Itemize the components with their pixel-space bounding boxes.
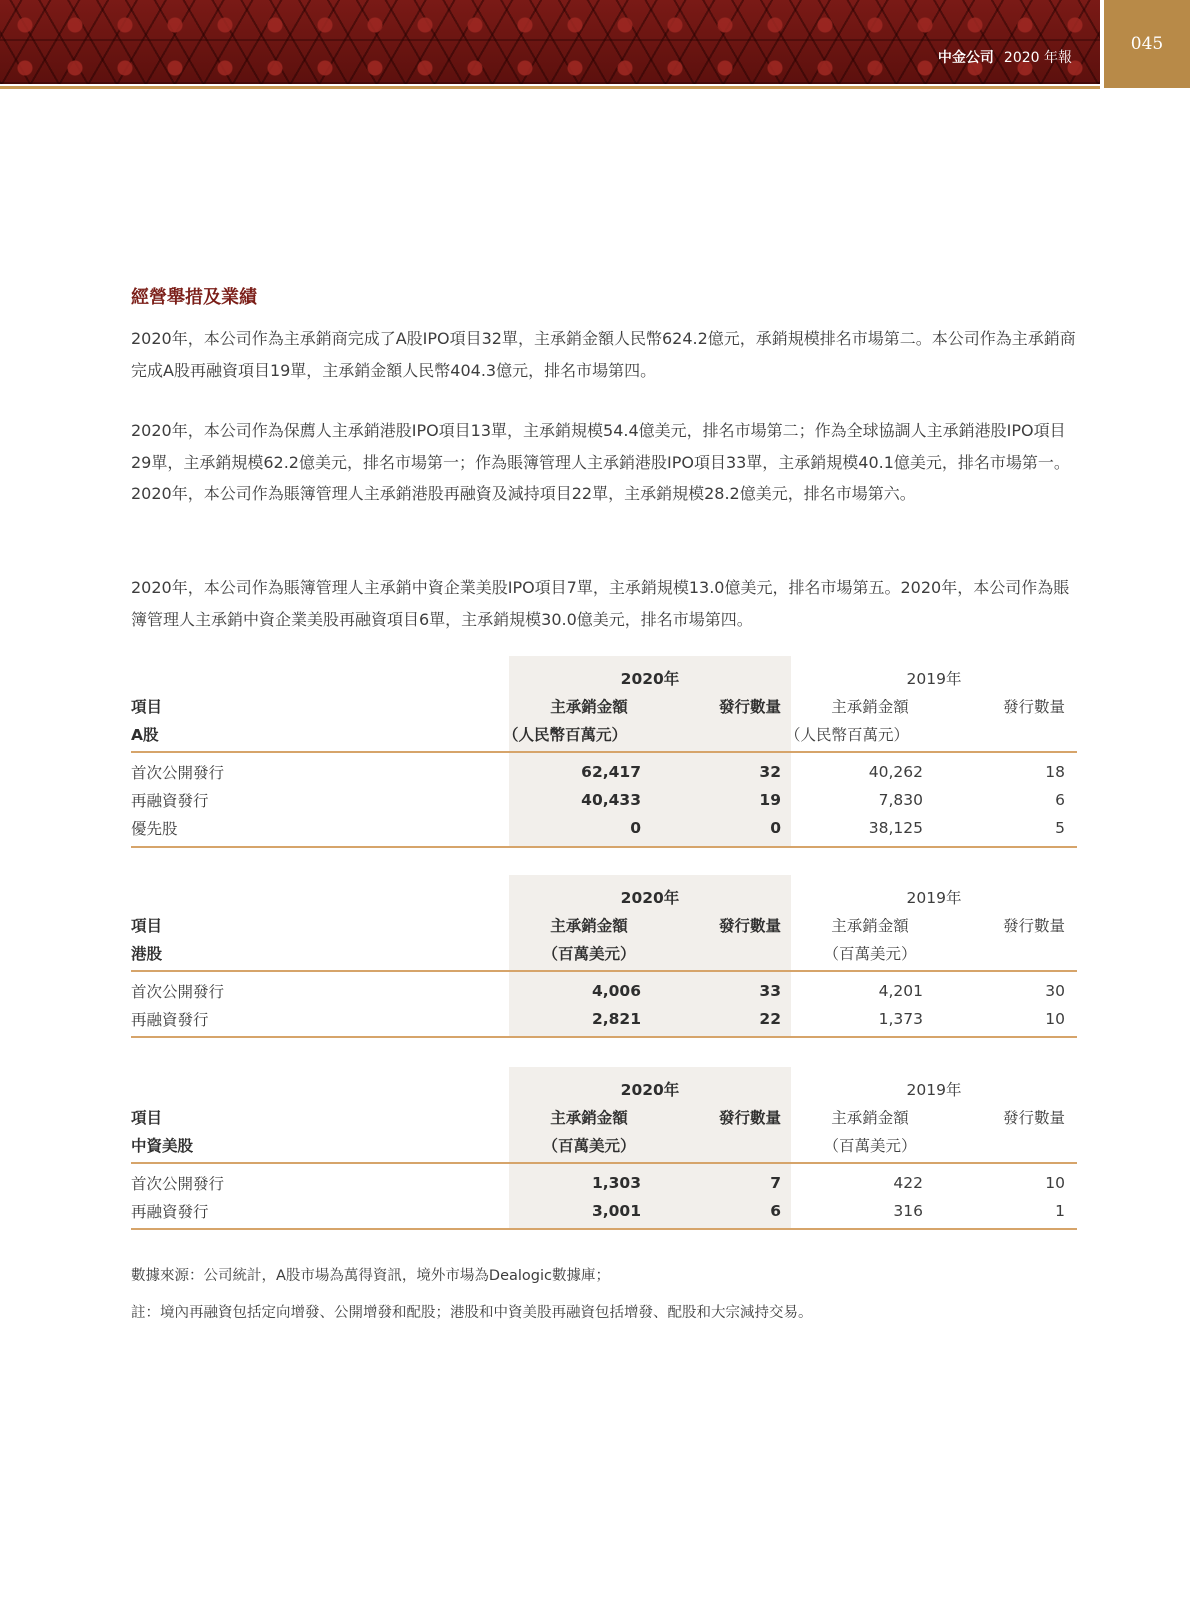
year-2019-header: 2019年 [906, 670, 962, 688]
amount-2019: 1,373 [878, 1010, 923, 1028]
row-label: 首次公開發行 [131, 1175, 225, 1193]
count-header-2020: 發行數量 [718, 1109, 781, 1127]
unit-2019: （百萬美元） [823, 945, 917, 963]
amount-header-2020: 主承銷金額 [550, 917, 628, 935]
row-label: 首次公開發行 [131, 983, 225, 1001]
amount-header-2019: 主承銷金額 [831, 1109, 909, 1127]
amount-2020: 40,433 [581, 791, 641, 809]
table-a-share [131, 656, 1077, 848]
count-header-2019: 發行數量 [1002, 698, 1065, 716]
amount-2020: 1,303 [591, 1174, 641, 1192]
year-2020-header: 2020年 [620, 889, 680, 907]
amount-header-2020: 主承銷金額 [550, 1109, 628, 1127]
bottom-rule [131, 1228, 1077, 1230]
header-banner [0, 0, 1100, 84]
amount-header-2020: 主承銷金額 [550, 698, 628, 716]
item-label: 項目 [131, 917, 163, 935]
unit-2019: （百萬美元） [823, 1137, 917, 1155]
item-label: 項目 [131, 1109, 163, 1127]
count-2019: 10 [1045, 1174, 1065, 1192]
count-2020: 7 [770, 1174, 781, 1192]
amount-2019: 38,125 [868, 819, 923, 837]
running-header [938, 47, 1072, 67]
amount-2019: 422 [893, 1174, 923, 1192]
bottom-rule [131, 1036, 1077, 1038]
amount-2019: 4,201 [878, 982, 923, 1000]
table-hk-share [131, 875, 1077, 1038]
count-2019: 10 [1045, 1010, 1065, 1028]
row-label: 首次公開發行 [131, 764, 225, 782]
amount-2020: 3,001 [591, 1202, 641, 1220]
count-header-2019: 發行數量 [1002, 917, 1065, 935]
remark-note: 註：境內再融資包括定向增發、公開增發和配股；港股和中資美股再融資包括增發、配股和大宗減持交易。 [131, 1305, 813, 1321]
company-name: 中金公司 [937, 50, 994, 66]
count-header-2020: 發行數量 [718, 698, 781, 716]
row-label: 優先股 [131, 820, 178, 838]
amount-2019: 316 [893, 1202, 923, 1220]
amount-2020: 4,006 [591, 982, 641, 1000]
unit-2020: （百萬美元） [542, 1137, 636, 1155]
row-label: 再融資發行 [131, 1011, 209, 1029]
count-2019: 5 [1055, 819, 1065, 837]
count-2019: 6 [1055, 791, 1065, 809]
header-divider [0, 86, 1100, 89]
count-header-2020: 發行數量 [718, 917, 781, 935]
data-source-note: 數據來源：公司統計，A股市場為萬得資訊，境外市場為Dealogic數據庫； [131, 1268, 610, 1284]
page-number: 045 [1104, 0, 1190, 88]
table-us-share [131, 1067, 1077, 1230]
amount-2019: 7,830 [878, 791, 923, 809]
amount-2020: 2,821 [591, 1010, 641, 1028]
amount-header-2019: 主承銷金額 [831, 917, 909, 935]
amount-2020: 62,417 [581, 763, 641, 781]
item-label: 項目 [131, 698, 163, 716]
count-2019: 30 [1045, 982, 1065, 1000]
row-label: 再融資發行 [131, 1203, 209, 1221]
count-2020: 33 [759, 982, 781, 1000]
count-header-2019: 發行數量 [1002, 1109, 1065, 1127]
bottom-rule [131, 846, 1077, 848]
year-2020-header: 2020年 [620, 1081, 680, 1099]
category-label: 港股 [131, 945, 163, 963]
section-title: 經營舉措及業績 [131, 287, 257, 308]
paragraph-a-share: 2020年，本公司作為主承銷商完成了A股IPO項目32單，主承銷金額人民幣624.2億元，承銷規模排名市場第二。本公司作為主承銷商完成A股再融資項目19單，主承銷金額人民幣404.3億元，排名市場第四。 [131, 329, 1076, 380]
year-2019-header: 2019年 [906, 1081, 962, 1099]
count-2020: 19 [759, 791, 781, 809]
amount-2020: 0 [630, 819, 641, 837]
amount-header-2019: 主承銷金額 [831, 698, 909, 716]
unit-2020: （百萬美元） [542, 945, 636, 963]
paragraph-hk-share: 2020年，本公司作為保薦人主承銷港股IPO項目13單，主承銷規模54.4億美元，排名市場第二；作為全球協調人主承銷港股IPO項目29單，主承銷規模62.2億美元，排名市場第一；作為賬簿管理人主承銷港股IPO項目33單，主承銷規模40.1億美元，排名市場第一。2020年，本公司作為賬簿管理人主承銷港股再融資及減持項目22單，主承銷規模28.2億美元，排名市場第六。 [131, 421, 1070, 503]
header-rule [131, 1162, 1077, 1164]
count-2020: 0 [770, 819, 781, 837]
count-2020: 6 [770, 1202, 781, 1220]
unit-2019: （人民幣百萬元） [785, 726, 910, 744]
category-label: 中資美股 [131, 1137, 194, 1155]
unit-2020: （人民幣百萬元） [503, 726, 628, 744]
paragraph-us-share: 2020年，本公司作為賬簿管理人主承銷中資企業美股IPO項目7單，主承銷規模13.0億美元，排名市場第五。2020年，本公司作為賬簿管理人主承銷中資企業美股再融資項目6單，主承銷規模30.0億美元，排名市場第四。 [131, 578, 1070, 629]
report-title: 2020 年報 [1003, 50, 1072, 66]
header-rule [131, 970, 1077, 972]
count-2020: 32 [759, 763, 781, 781]
count-2019: 1 [1055, 1202, 1065, 1220]
year-2019-header: 2019年 [906, 889, 962, 907]
row-label: 再融資發行 [131, 792, 209, 810]
header-rule [131, 751, 1077, 753]
amount-2019: 40,262 [868, 763, 923, 781]
category-label: A股 [131, 726, 159, 744]
year-2020-header: 2020年 [620, 670, 680, 688]
count-2020: 22 [759, 1010, 781, 1028]
count-2019: 18 [1045, 763, 1065, 781]
